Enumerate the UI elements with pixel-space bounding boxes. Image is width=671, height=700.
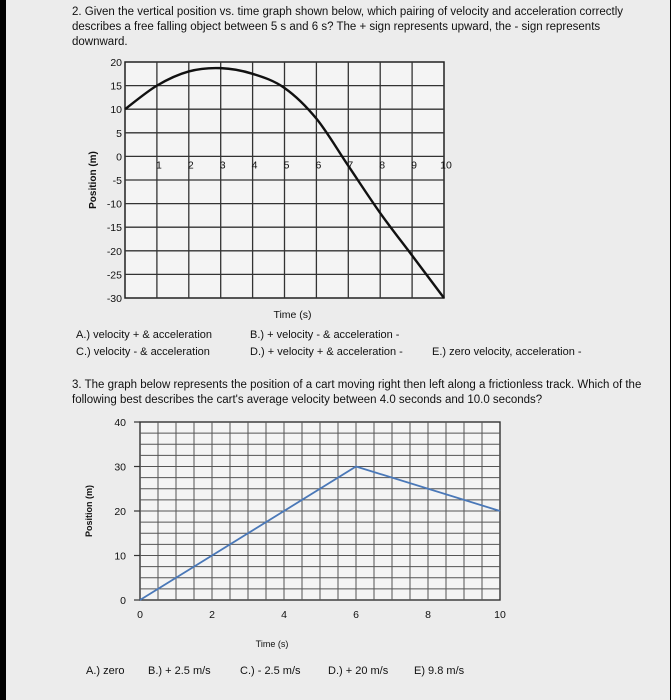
x-tick-label: 10 [494, 609, 506, 621]
y-tick-label: -15 [106, 222, 122, 235]
y-tick-label: -25 [106, 269, 122, 282]
q3-option-c[interactable]: C.) - 2.5 m/s [240, 665, 301, 677]
q2-option-d[interactable]: D.) + velocity + & acceleration - [250, 346, 403, 358]
x-tick-label: 4 [281, 609, 287, 621]
y-tick-label: 20 [114, 506, 126, 518]
y-tick-label: 0 [116, 151, 122, 164]
x-tick-label: 5 [283, 159, 290, 172]
q3-option-a[interactable]: A.) zero [86, 665, 125, 677]
y-tick-label: 40 [114, 417, 126, 429]
q2-option-c[interactable]: C.) velocity - & acceleration [76, 346, 210, 358]
y-tick-label: 15 [110, 80, 122, 93]
y-axis-title: Position (m) [84, 485, 94, 537]
x-tick-label: 10 [440, 159, 452, 172]
x-tick-label: 0 [137, 609, 143, 621]
x-tick-label: 7 [347, 159, 354, 172]
x-axis-title: Time (s) [255, 639, 289, 649]
q2-option-e[interactable]: E.) zero velocity, acceleration - [432, 346, 582, 358]
q2-option-a[interactable]: A.) velocity + & acceleration [76, 329, 213, 341]
q3-option-b[interactable]: B.) + 2.5 m/s [148, 665, 211, 677]
x-tick-label: 8 [379, 159, 386, 172]
x-tick-label: 9 [411, 159, 418, 172]
q3-option-e[interactable]: E) 9.8 m/s [414, 665, 465, 677]
x-tick-label: 6 [353, 609, 359, 621]
y-tick-label: -10 [106, 198, 122, 211]
y-tick-label: 20 [110, 57, 122, 69]
x-tick-label: 2 [209, 609, 215, 621]
x-tick-label: 4 [251, 159, 258, 172]
x-axis-title: Time (s) [273, 309, 312, 321]
y-tick-label: 30 [114, 461, 126, 474]
q2-option-b[interactable]: B.) + velocity - & acceleration - [250, 329, 400, 341]
x-tick-label: 8 [425, 609, 431, 621]
x-tick-label: 1 [155, 159, 162, 172]
question-2-text: 2. Given the vertical position vs. time graph shown below, which pairing of velocity and acceleration correctly describes a free falling object between 5 s and 6 s? The + sign represents upward, the - sign represents downward. [72, 6, 623, 48]
x-tick-label: 3 [219, 159, 226, 172]
q3-option-d[interactable]: D.) + 20 m/s [328, 665, 389, 677]
y-tick-label: -30 [106, 293, 122, 305]
y-tick-label: 5 [116, 127, 122, 140]
y-tick-label: 10 [114, 550, 126, 563]
x-tick-label: 6 [315, 159, 322, 172]
y-tick-label: -20 [106, 245, 122, 258]
y-tick-label: 10 [110, 104, 122, 117]
y-axis-title: Position (m) [88, 151, 99, 209]
question-3-text: 3. The graph below represents the position of a cart moving right then left along a frictionless track. Which of the following best describes the cart's average velocity between 4.0 seconds and 10.0 seconds? [72, 379, 642, 406]
x-tick-label: 2 [187, 159, 194, 172]
y-tick-label: 0 [120, 595, 126, 607]
y-tick-label: -5 [112, 175, 122, 187]
